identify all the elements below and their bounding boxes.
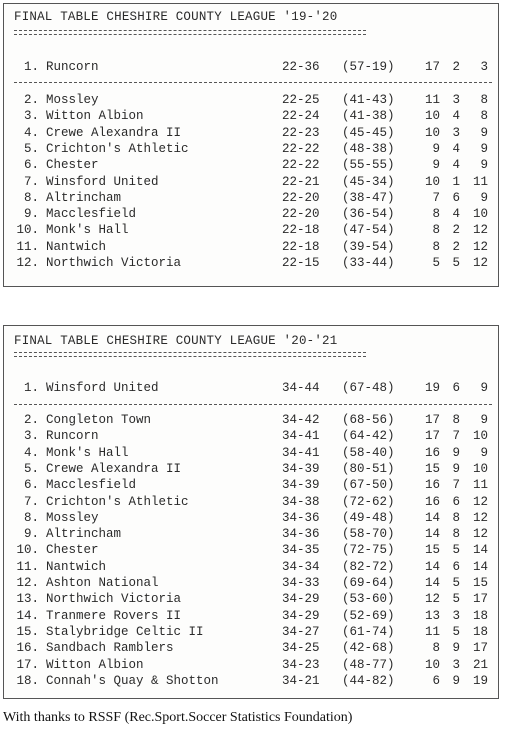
- draws: 8: [452, 413, 460, 427]
- points: 34-35: [282, 543, 320, 558]
- draws: 2: [452, 223, 460, 238]
- draws: 6: [452, 559, 460, 574]
- position: 4.: [23, 445, 39, 460]
- wins: 16: [424, 445, 440, 460]
- goals: (67-48): [342, 381, 395, 395]
- losses: 14: [472, 543, 488, 558]
- wins: 14: [424, 510, 440, 525]
- wins: 9: [432, 158, 440, 173]
- wins: 15: [424, 543, 440, 558]
- losses: 15: [472, 576, 488, 590]
- goals: (64-42): [342, 429, 395, 444]
- points: 22-18: [282, 239, 320, 254]
- draws: 9: [452, 641, 460, 656]
- losses: 9: [480, 381, 488, 395]
- table-title: FINAL TABLE CHESHIRE COUNTY LEAGUE '20-'21: [14, 334, 338, 348]
- team-name: Macclesfield: [46, 478, 137, 493]
- team-name: Sandbach Ramblers: [46, 641, 174, 656]
- losses: 17: [472, 592, 488, 607]
- losses: 3: [480, 60, 488, 74]
- team-name: Chester: [46, 158, 99, 173]
- losses: 18: [472, 608, 488, 623]
- position: 6.: [23, 158, 39, 173]
- wins: 14: [424, 576, 440, 590]
- table-1919-20: [3, 3, 499, 287]
- draws: 6: [452, 190, 460, 205]
- position: 15.: [16, 624, 39, 639]
- wins: 11: [424, 93, 440, 107]
- losses: 10: [472, 207, 488, 222]
- points: 22-21: [282, 174, 320, 189]
- losses: 12: [472, 494, 488, 509]
- dashed-divider: [14, 82, 492, 83]
- team-name: Crichton's Athletic: [46, 141, 189, 156]
- goals: (82-72): [342, 559, 395, 574]
- team-name: Northwich Victoria: [46, 592, 182, 607]
- wins: 8: [432, 239, 440, 254]
- losses: 10: [472, 429, 488, 444]
- wins: 10: [424, 125, 440, 140]
- losses: 9: [480, 190, 488, 205]
- points: 22-22: [282, 141, 320, 156]
- wins: 11: [424, 624, 440, 639]
- goals: (47-54): [342, 223, 395, 238]
- points: 34-36: [282, 510, 320, 525]
- wins: 16: [424, 478, 440, 493]
- team-name: Mossley: [46, 510, 99, 525]
- points: 34-25: [282, 641, 320, 656]
- position: 1.: [23, 381, 39, 395]
- team-name: Stalybridge Celtic II: [46, 624, 204, 639]
- team-name: Runcorn: [46, 60, 99, 74]
- goals: (69-64): [342, 576, 395, 590]
- losses: 21: [472, 657, 488, 672]
- team-name: Winsford United: [46, 381, 159, 395]
- draws: 5: [452, 256, 460, 270]
- position: 1.: [23, 60, 39, 74]
- position: 5.: [23, 461, 39, 476]
- points: 34-38: [282, 494, 320, 509]
- losses: 12: [472, 510, 488, 525]
- draws: 5: [452, 576, 460, 590]
- points: 22-20: [282, 207, 320, 222]
- losses: 8: [480, 93, 488, 107]
- team-name: Nantwich: [46, 239, 107, 254]
- draws: 6: [452, 494, 460, 509]
- wins: 8: [432, 223, 440, 238]
- team-name: Runcorn: [46, 429, 99, 444]
- double-divider: [14, 352, 366, 357]
- points: 22-18: [282, 223, 320, 238]
- team-name: Crichton's Athletic: [46, 494, 189, 509]
- position: 11.: [16, 559, 39, 574]
- position: 7.: [23, 174, 39, 189]
- table-row-winner: [14, 380, 488, 396]
- position: 10.: [16, 543, 39, 558]
- draws: 4: [452, 207, 460, 222]
- position: 7.: [23, 494, 39, 509]
- position: 4.: [23, 125, 39, 140]
- draws: 5: [452, 543, 460, 558]
- draws: 9: [452, 445, 460, 460]
- draws: 8: [452, 527, 460, 542]
- points: 34-29: [282, 592, 320, 607]
- losses: 10: [472, 461, 488, 476]
- wins: 17: [424, 413, 440, 427]
- team-name: Crewe Alexandra II: [46, 461, 182, 476]
- team-name: Altrincham: [46, 527, 122, 542]
- goals: (58-40): [342, 445, 395, 460]
- position: 8.: [23, 510, 39, 525]
- losses: 12: [472, 256, 488, 270]
- table-row-winner: [14, 59, 488, 75]
- team-name: Chester: [46, 543, 99, 558]
- losses: 14: [472, 559, 488, 574]
- position: 5.: [23, 141, 39, 156]
- draws: 1: [452, 174, 460, 189]
- wins: 19: [424, 381, 440, 395]
- losses: 18: [472, 624, 488, 639]
- team-name: Tranmere Rovers II: [46, 608, 182, 623]
- goals: (33-44): [342, 256, 395, 270]
- goals: (49-48): [342, 510, 395, 525]
- team-name: Mossley: [46, 93, 99, 107]
- goals: (36-54): [342, 207, 395, 222]
- goals: (72-75): [342, 543, 395, 558]
- position: 18.: [16, 673, 39, 688]
- draws: 2: [452, 239, 460, 254]
- points: 34-41: [282, 445, 320, 460]
- goals: (48-38): [342, 141, 395, 156]
- losses: 9: [480, 125, 488, 140]
- draws: 2: [452, 60, 460, 74]
- position: 12.: [16, 256, 39, 270]
- losses: 17: [472, 641, 488, 656]
- draws: 3: [452, 608, 460, 623]
- dashed-divider: [14, 404, 492, 405]
- points: 34-23: [282, 657, 320, 672]
- losses: 12: [472, 239, 488, 254]
- wins: 13: [424, 608, 440, 623]
- draws: 5: [452, 624, 460, 639]
- points: 34-27: [282, 624, 320, 639]
- wins: 17: [424, 429, 440, 444]
- double-divider: [14, 30, 366, 35]
- goals: (58-70): [342, 527, 395, 542]
- draws: 6: [452, 381, 460, 395]
- team-name: Connah's Quay & Shotton: [46, 673, 219, 688]
- losses: 9: [480, 141, 488, 156]
- goals: (72-62): [342, 494, 395, 509]
- goals: (45-34): [342, 174, 395, 189]
- team-name: Winsford United: [46, 174, 159, 189]
- goals: (42-68): [342, 641, 395, 656]
- position: 2.: [23, 93, 39, 107]
- wins: 7: [432, 190, 440, 205]
- goals: (53-60): [342, 592, 395, 607]
- wins: 17: [424, 60, 440, 74]
- wins: 16: [424, 494, 440, 509]
- wins: 8: [432, 207, 440, 222]
- position: 9.: [23, 527, 39, 542]
- team-name: Altrincham: [46, 190, 122, 205]
- wins: 10: [424, 657, 440, 672]
- position: 10.: [16, 223, 39, 238]
- credits-footer: With thanks to RSSF (Rec.Sport.Soccer Statistics Foundation): [3, 710, 353, 725]
- points: 34-21: [282, 673, 320, 688]
- points: 34-44: [282, 381, 320, 395]
- position: 3.: [23, 429, 39, 444]
- goals: (80-51): [342, 461, 395, 476]
- team-name: Nantwich: [46, 559, 107, 574]
- draws: 4: [452, 158, 460, 173]
- points: 34-36: [282, 527, 320, 542]
- points: 22-20: [282, 190, 320, 205]
- goals: (55-55): [342, 158, 395, 173]
- position: 3.: [23, 109, 39, 124]
- position: 8.: [23, 190, 39, 205]
- goals: (45-45): [342, 125, 395, 140]
- wins: 14: [424, 559, 440, 574]
- draws: 3: [452, 125, 460, 140]
- team-name: Monk's Hall: [46, 445, 129, 460]
- losses: 11: [472, 478, 488, 493]
- draws: 3: [452, 93, 460, 107]
- losses: 9: [480, 158, 488, 173]
- position: 6.: [23, 478, 39, 493]
- losses: 9: [480, 413, 488, 427]
- position: 9.: [23, 207, 39, 222]
- position: 12.: [16, 576, 39, 590]
- goals: (61-74): [342, 624, 395, 639]
- points: 22-15: [282, 256, 320, 270]
- goals: (57-19): [342, 60, 395, 74]
- team-name: Ashton National: [46, 576, 159, 590]
- goals: (41-38): [342, 109, 395, 124]
- points: 22-25: [282, 93, 320, 107]
- points: 34-29: [282, 608, 320, 623]
- points: 34-34: [282, 559, 320, 574]
- goals: (44-82): [342, 673, 395, 688]
- team-name: Northwich Victoria: [46, 256, 182, 270]
- position: 13.: [16, 592, 39, 607]
- draws: 9: [452, 673, 460, 688]
- goals: (39-54): [342, 239, 395, 254]
- losses: 8: [480, 109, 488, 124]
- draws: 4: [452, 109, 460, 124]
- points: 22-24: [282, 109, 320, 124]
- draws: 3: [452, 657, 460, 672]
- goals: (48-77): [342, 657, 395, 672]
- draws: 8: [452, 510, 460, 525]
- draws: 5: [452, 592, 460, 607]
- wins: 8: [432, 641, 440, 656]
- position: 14.: [16, 608, 39, 623]
- points: 34-41: [282, 429, 320, 444]
- points: 34-42: [282, 413, 320, 427]
- draws: 4: [452, 141, 460, 156]
- position: 17.: [16, 657, 39, 672]
- points: 34-39: [282, 461, 320, 476]
- losses: 12: [472, 223, 488, 238]
- losses: 19: [472, 673, 488, 688]
- position: 2.: [23, 413, 39, 427]
- wins: 14: [424, 527, 440, 542]
- points: 34-33: [282, 576, 320, 590]
- wins: 5: [432, 256, 440, 270]
- team-name: Macclesfield: [46, 207, 137, 222]
- team-name: Congleton Town: [46, 413, 152, 427]
- points: 34-39: [282, 478, 320, 493]
- draws: 9: [452, 461, 460, 476]
- points: 22-36: [282, 60, 320, 74]
- wins: 6: [432, 673, 440, 688]
- goals: (68-56): [342, 413, 395, 427]
- team-name: Crewe Alexandra II: [46, 125, 182, 140]
- points: 22-22: [282, 158, 320, 173]
- team-name: Monk's Hall: [46, 223, 129, 238]
- draws: 7: [452, 478, 460, 493]
- wins: 9: [432, 141, 440, 156]
- goals: (41-43): [342, 93, 395, 107]
- losses: 9: [480, 445, 488, 460]
- wins: 10: [424, 174, 440, 189]
- losses: 12: [472, 527, 488, 542]
- goals: (67-50): [342, 478, 395, 493]
- wins: 15: [424, 461, 440, 476]
- goals: (38-47): [342, 190, 395, 205]
- draws: 7: [452, 429, 460, 444]
- losses: 11: [472, 174, 488, 189]
- wins: 12: [424, 592, 440, 607]
- wins: 10: [424, 109, 440, 124]
- points: 22-23: [282, 125, 320, 140]
- table-1920-21: [3, 325, 499, 699]
- position: 16.: [16, 641, 39, 656]
- goals: (52-69): [342, 608, 395, 623]
- team-name: Witton Albion: [46, 657, 144, 672]
- position: 11.: [16, 239, 39, 254]
- table-title: FINAL TABLE CHESHIRE COUNTY LEAGUE '19-'20: [14, 10, 338, 24]
- team-name: Witton Albion: [46, 109, 144, 124]
